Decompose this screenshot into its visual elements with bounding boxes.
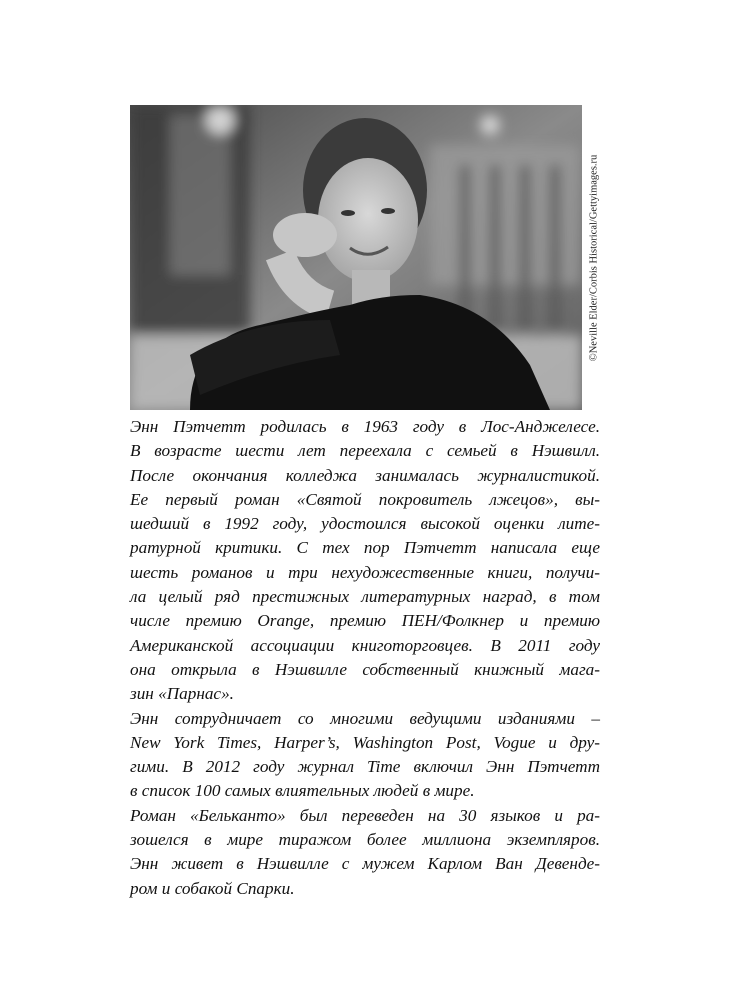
bio-line: Энн сотрудничает со многими ведущими изданиями – bbox=[130, 708, 600, 728]
bio-line: шесть романов и три нехудожественные книги, получи- bbox=[130, 562, 600, 582]
bio-line: Энн живет в Нэшвилле с мужем Карлом Ван Девендe- bbox=[130, 854, 600, 874]
bio-line: она открыла в Нэшвилле собственный книжный магa- bbox=[130, 659, 600, 679]
bio-line: Роман «Бельканто» был переведен на 30 языков и ра- bbox=[130, 805, 600, 825]
bio-line: числе премию Orange, премию ПЕН/Фолкнер и премию bbox=[130, 611, 600, 631]
bio-line: шедший в 1992 году, удостоился высокой оценки лите- bbox=[130, 514, 600, 534]
bio-line: гими. В 2012 году журнал Time включил Энн Пэтчетт bbox=[130, 757, 600, 777]
bio-line: ратурной критики. С тех пор Пэтчетт написала еще bbox=[130, 538, 600, 558]
author-photo bbox=[130, 105, 582, 410]
photo-credit bbox=[587, 105, 601, 410]
bio-line: Американской ассоциации книготорговцев. В 2011 году bbox=[130, 635, 600, 655]
bio-line: ла целый ряд престижных литературных наград, в том bbox=[130, 587, 600, 607]
bio-line: Энн Пэтчетт родилась в 1963 году в Лос-Анджелесе. bbox=[130, 417, 600, 436]
bio-line: в список 100 самых влиятельных людей в мире. bbox=[130, 781, 475, 801]
bio-line: ром и собакой Спарки. bbox=[130, 878, 295, 898]
bio-line: В возрасте шести лет переехала с семьей в Нэшвилл. bbox=[130, 441, 600, 461]
bio-line: Ее первый роман «Святой покровитель лжецов», вы- bbox=[130, 489, 600, 509]
author-portrait-image bbox=[130, 105, 582, 410]
bio-line: New York Times, Harper’s, Washington Post, Vogue и дру- bbox=[130, 732, 600, 752]
bio-line: зин «Парнас». bbox=[130, 684, 234, 704]
bio-line: После окончания колледжа занималась журналистикой. bbox=[130, 465, 600, 485]
photo-credit-text: ©Neville Elder/Corbis Historical/Gettyimages.ru bbox=[588, 154, 600, 361]
author-bio bbox=[130, 415, 600, 901]
bio-line: зошелся в мире тиражом более миллиона экземпляров. bbox=[130, 830, 600, 850]
